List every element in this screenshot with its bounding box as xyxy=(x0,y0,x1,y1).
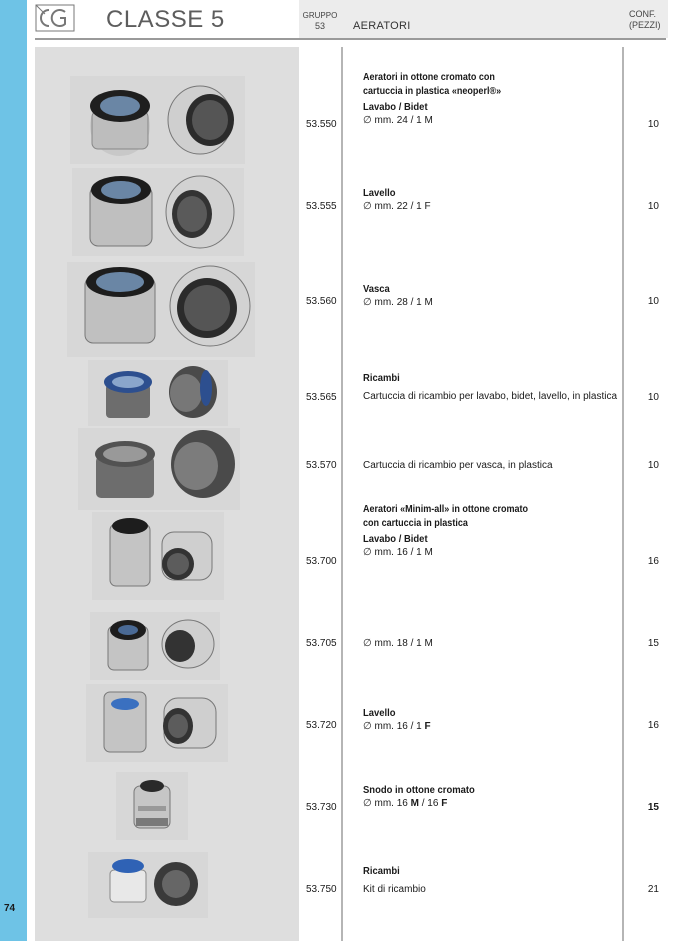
product-photo-53705 xyxy=(90,612,220,680)
product-code: 53.705 xyxy=(306,638,337,649)
product-dimension: ∅ mm. 22 / 1 F xyxy=(363,201,431,212)
product-code: 53.700 xyxy=(306,556,337,567)
conf-header xyxy=(623,0,668,38)
product-description xyxy=(363,184,613,214)
product-photo-53750 xyxy=(88,852,208,918)
product-dimension: ∅ mm. 16 / 1 F xyxy=(363,721,431,732)
product-description xyxy=(363,502,613,560)
product-code: 53.565 xyxy=(306,392,337,403)
product-description xyxy=(363,862,613,897)
product-code: 53.560 xyxy=(306,296,337,307)
product-group-title: Aeratori «Minim-all» in ottone cromato xyxy=(363,503,529,515)
product-subtitle: Lavabo / Bidet xyxy=(363,533,428,545)
product-quantity: 10 xyxy=(647,392,659,403)
gruppo-number: 53 xyxy=(314,21,325,31)
product-dimension: ∅ mm. 28 / 1 M xyxy=(363,297,433,308)
product-quantity: 10 xyxy=(647,201,659,212)
product-subtitle: Vasca xyxy=(363,283,390,295)
product-photo-53565 xyxy=(88,360,228,426)
product-code: 53.570 xyxy=(306,460,337,471)
section-title: AERATORI xyxy=(353,20,411,32)
product-code: 53.730 xyxy=(306,802,337,813)
product-dimension: ∅ mm. 16 / 1 M xyxy=(363,547,433,558)
product-subtitle: Lavello xyxy=(363,707,396,719)
cg-logo-icon xyxy=(35,4,75,32)
product-quantity: 10 xyxy=(647,296,659,307)
section-header xyxy=(341,0,623,38)
product-quantity: 15 xyxy=(647,638,659,649)
class-title: CLASSE 5 xyxy=(106,6,225,33)
product-description xyxy=(363,781,613,811)
product-photo-53700 xyxy=(92,512,224,600)
product-photo-53560 xyxy=(67,262,255,357)
conf-label: CONF. xyxy=(629,9,656,19)
product-dimension: ∅ mm. 24 / 1 M xyxy=(363,115,433,126)
product-quantity: 10 xyxy=(647,119,659,130)
product-description xyxy=(363,369,618,404)
product-quantity: 15 xyxy=(647,802,659,813)
product-quantity: 16 xyxy=(647,720,659,731)
product-quantity: 16 xyxy=(647,556,659,567)
side-band xyxy=(0,0,27,941)
product-group-title: con cartuccia in plastica xyxy=(363,517,468,529)
column-divider xyxy=(341,47,343,941)
product-subtitle: Snodo in ottone cromato xyxy=(363,784,475,796)
product-photo-53550 xyxy=(70,76,245,164)
product-photo-53555 xyxy=(72,168,244,256)
product-subtitle: Ricambi xyxy=(363,865,400,877)
product-quantity: 10 xyxy=(647,460,659,471)
product-group-title: Aeratori in ottone cromato con xyxy=(363,71,495,83)
product-description xyxy=(363,704,613,734)
product-code: 53.720 xyxy=(306,720,337,731)
product-photo-53570 xyxy=(78,428,240,510)
product-quantity: 21 xyxy=(647,884,659,895)
product-subtitle: Lavabo / Bidet xyxy=(363,101,428,113)
product-description xyxy=(363,637,613,651)
product-description xyxy=(363,459,613,473)
product-subtitle: Ricambi xyxy=(363,372,400,384)
product-code: 53.555 xyxy=(306,201,337,212)
product-description xyxy=(363,70,613,128)
product-code: 53.550 xyxy=(306,119,337,130)
product-description xyxy=(363,280,613,310)
product-text: Kit di ricambio xyxy=(363,884,426,895)
product-photo-53730 xyxy=(116,772,188,840)
gruppo-header xyxy=(299,0,341,38)
product-code: 53.750 xyxy=(306,884,337,895)
product-text: Cartuccia di ricambio per lavabo, bidet, lavello, in plastica xyxy=(363,391,618,402)
page-number: 74 xyxy=(4,903,16,914)
gruppo-label: GRUPPO xyxy=(302,11,338,20)
product-photo-53720 xyxy=(86,684,228,762)
header-divider xyxy=(35,38,666,40)
conf-label-pieces: (PEZZI) xyxy=(629,20,661,30)
product-subtitle: Lavello xyxy=(363,187,396,199)
product-dimension: ∅ mm. 16 M / 16 F xyxy=(363,798,448,809)
product-group-title: cartuccia in plastica «neoperl®» xyxy=(363,85,502,97)
product-text: Cartuccia di ricambio per vasca, in plastica xyxy=(363,460,553,471)
product-dimension: ∅ mm. 18 / 1 M xyxy=(363,638,433,649)
